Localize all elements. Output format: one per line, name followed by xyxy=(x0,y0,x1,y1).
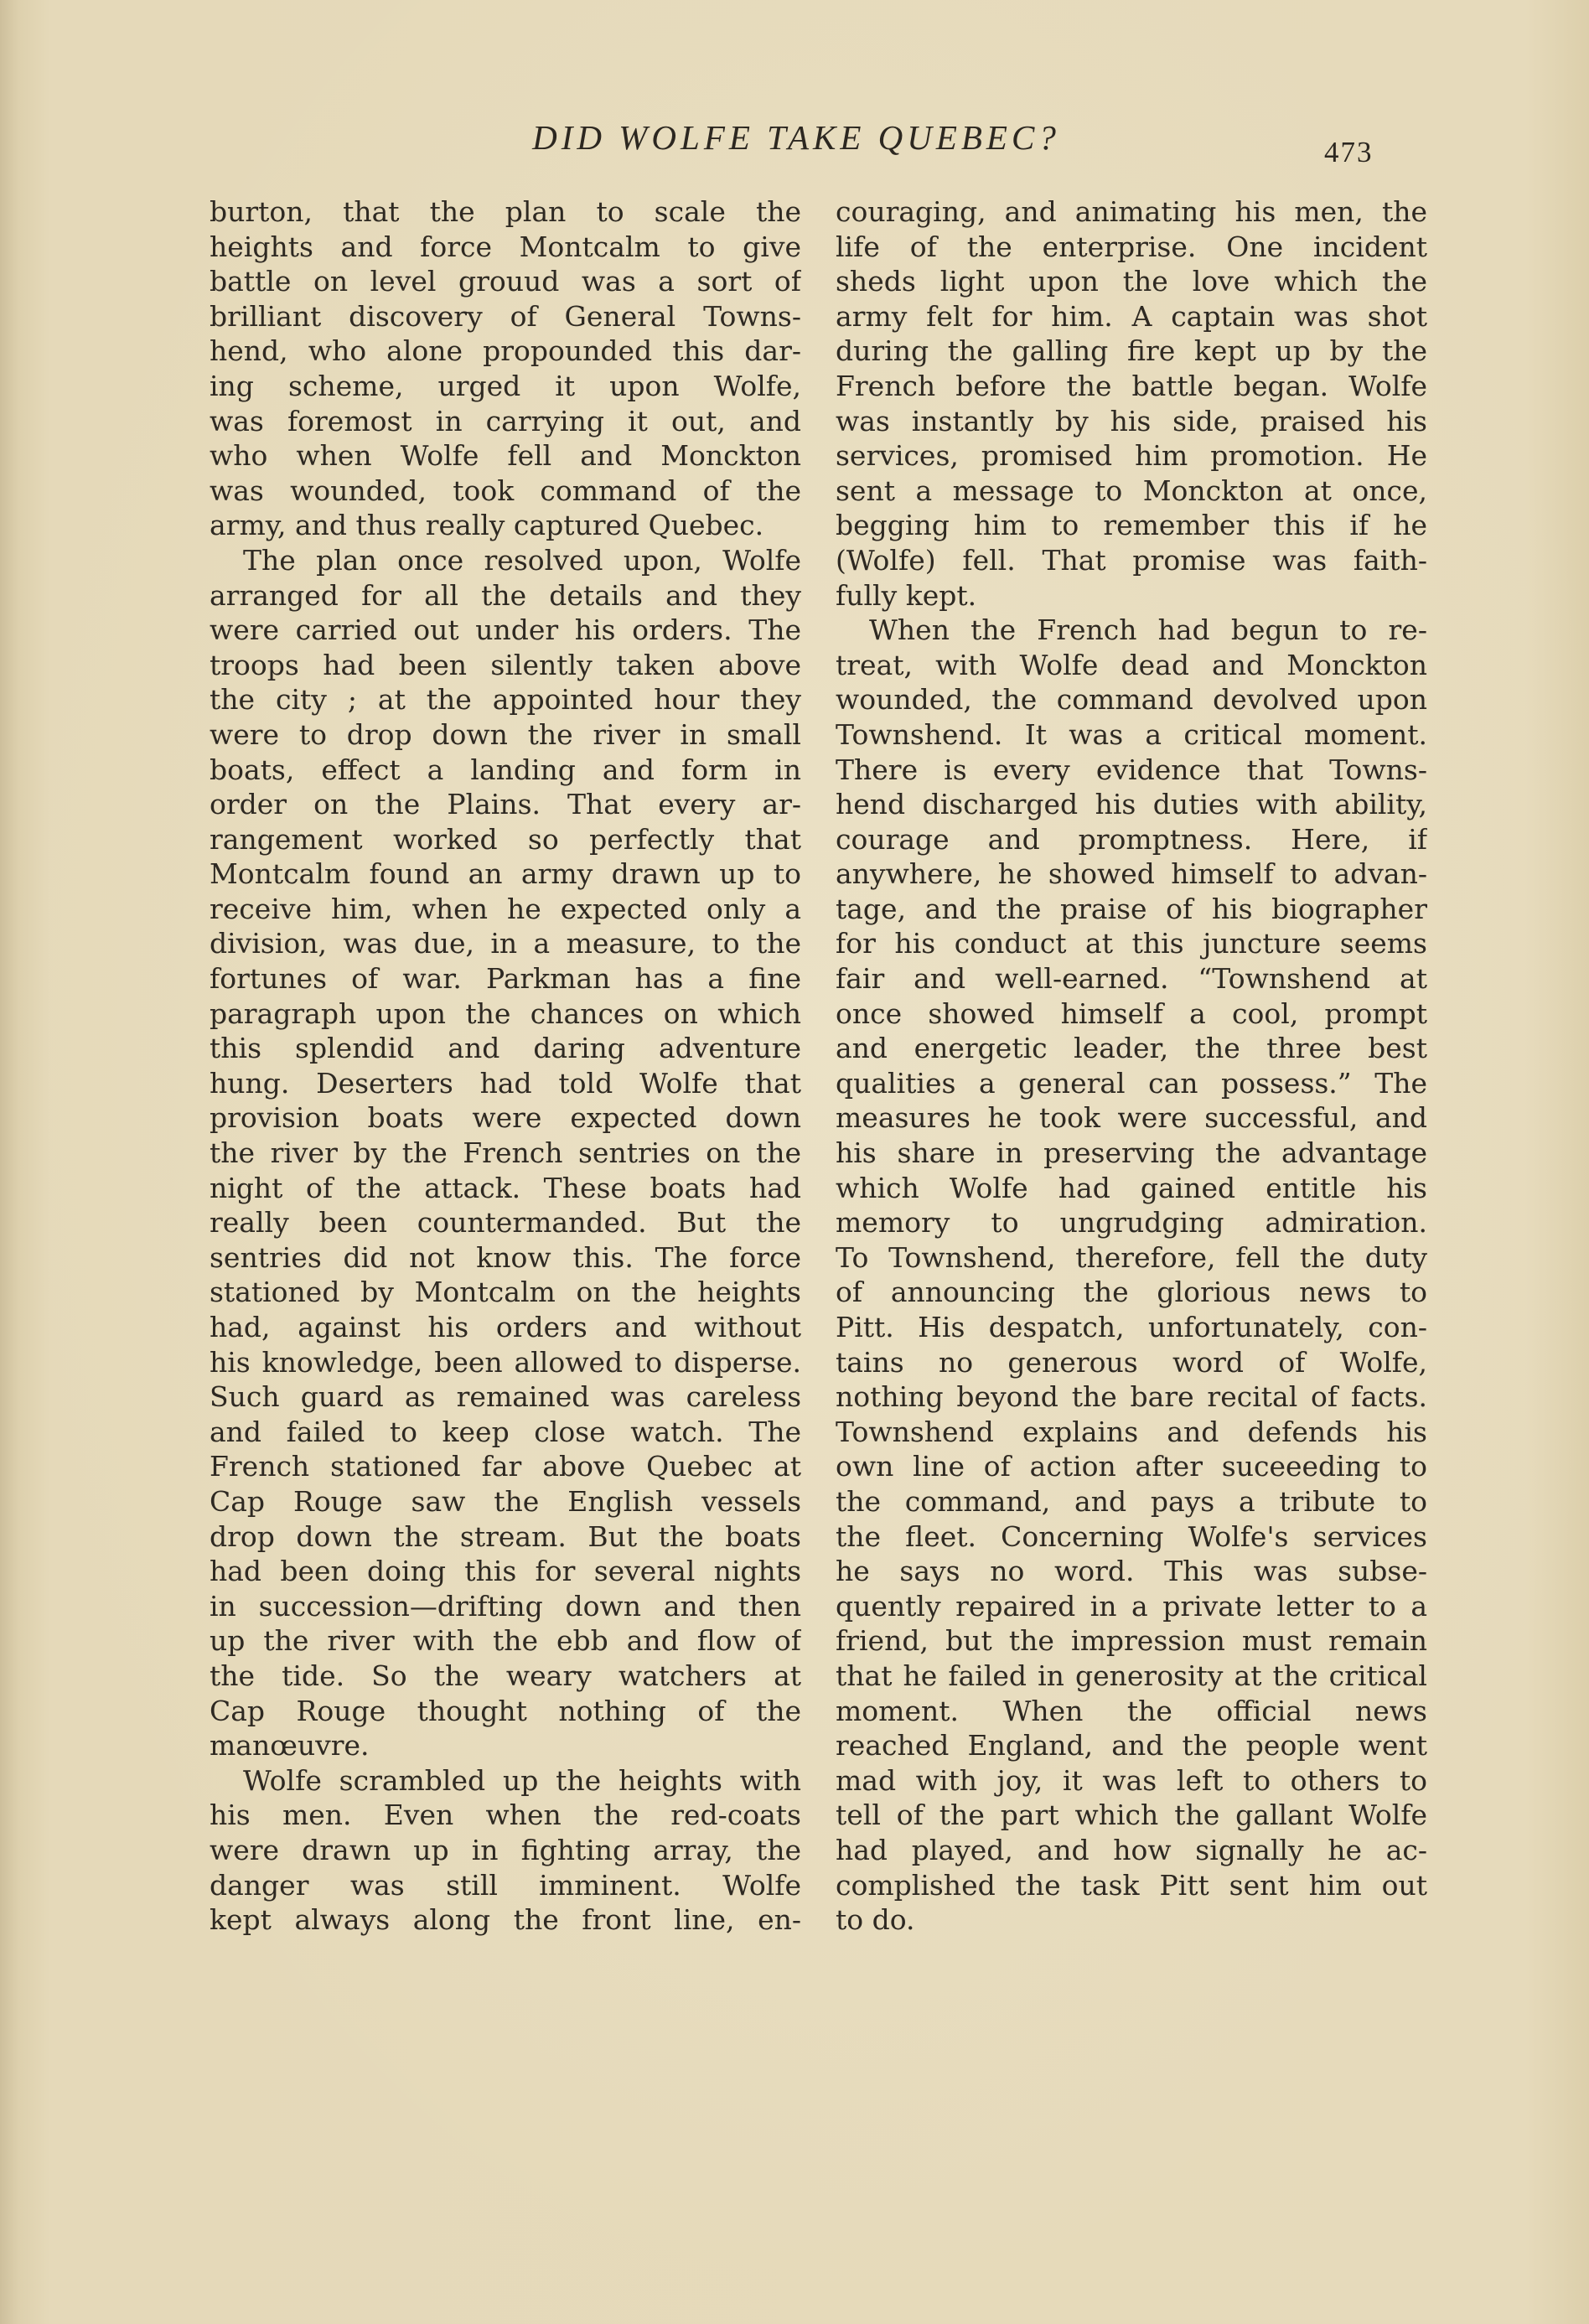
text-line: burton, that the plan to scale the xyxy=(210,195,801,228)
text-line: Montcalm found an army drawn up to xyxy=(210,857,801,891)
text-line: order on the Plains. That every ar- xyxy=(210,788,801,821)
text-line: in succession—drifting down and then xyxy=(210,1589,801,1623)
text-line: kept always along the front line, en- xyxy=(210,1903,801,1937)
text-line: his men. Even when the red-coats xyxy=(210,1799,801,1832)
text-line: was foremost in carrying it out, and xyxy=(210,404,801,437)
text-line: receive him, when he expected only a xyxy=(210,892,801,925)
text-line: army felt for him. A captain was shot xyxy=(836,299,1427,333)
text-line: qualities a general can possess.” The xyxy=(836,1066,1427,1100)
text-line: complished the task Pitt sent him out xyxy=(836,1868,1427,1902)
text-line: he says no word. This was subse- xyxy=(836,1555,1427,1588)
text-line: division, was due, in a measure, to the xyxy=(210,927,801,960)
text-line: had, against his orders and without xyxy=(210,1311,801,1343)
text-line: Townshend explains and defends his xyxy=(836,1415,1427,1448)
text-line: sent a message to Monckton at once, xyxy=(836,474,1427,507)
text-line: treat, with Wolfe dead and Monckton xyxy=(836,648,1427,681)
text-line: hend, who alone propounded this dar- xyxy=(210,334,801,368)
text-line: once showed himself a cool, prompt xyxy=(836,996,1427,1030)
text-line: begging him to remember this if he xyxy=(836,509,1427,542)
text-line: French stationed far above Quebec at xyxy=(210,1450,801,1483)
text-line: stationed by Montcalm on the heights xyxy=(210,1276,801,1309)
text-line: and energetic leader, the three best xyxy=(836,1032,1427,1065)
page-header xyxy=(0,117,1589,168)
text-line: Cap Rouge saw the English vessels xyxy=(210,1484,801,1518)
text-line: this splendid and daring adventure xyxy=(210,1032,801,1065)
text-line: arranged for all the details and they xyxy=(210,578,801,612)
text-line: sentries did not know this. The force xyxy=(210,1240,801,1274)
text-line: hung. Deserters had told Wolfe that xyxy=(210,1066,801,1100)
text-line: that he failed in generosity at the critical xyxy=(836,1659,1427,1692)
text-line: quently repaired in a private letter to a xyxy=(836,1589,1427,1623)
text-line: measures he took were successful, and xyxy=(836,1101,1427,1135)
text-line: Wolfe scrambled up the heights with xyxy=(243,1763,801,1797)
text-line: (Wolfe) fell. That promise was faith- xyxy=(836,543,1427,577)
text-line: hend discharged his duties with ability, xyxy=(836,788,1427,821)
text-line: tage, and the praise of his biographer xyxy=(836,892,1427,925)
text-line: night of the attack. These boats had xyxy=(210,1171,801,1204)
text-line: army, and thus really captured Quebec. xyxy=(210,509,764,542)
text-line: had been doing this for several nights xyxy=(210,1555,801,1588)
text-line: his knowledge, been allowed to disperse. xyxy=(210,1345,801,1379)
text-line: life of the enterprise. One incident xyxy=(836,230,1427,263)
text-line: sheds light upon the love which the xyxy=(836,265,1427,298)
text-line: the river by the French sentries on the xyxy=(210,1136,801,1170)
running-title: DID WOLFE TAKE QUEBEC? xyxy=(532,118,1060,157)
text-line: courage and promptness. Here, if xyxy=(836,822,1427,856)
text-line: the tide. So the weary watchers at xyxy=(210,1659,801,1692)
text-line: To Townshend, therefore, fell the duty xyxy=(836,1240,1427,1274)
text-line: the fleet. Concerning Wolfe's services xyxy=(836,1519,1427,1553)
text-line: had played, and how signally he ac- xyxy=(836,1833,1427,1866)
text-line: The plan once resolved upon, Wolfe xyxy=(243,543,801,577)
text-line: heights and force Montcalm to give xyxy=(210,230,801,263)
text-line: ing scheme, urged it upon Wolfe, xyxy=(210,369,801,402)
text-line: mad with joy, it was left to others to xyxy=(836,1763,1427,1797)
text-line: for his conduct at this juncture seems xyxy=(836,927,1427,960)
text-line: French before the battle began. Wolfe xyxy=(836,369,1427,402)
text-line: tains no generous word of Wolfe, xyxy=(836,1345,1427,1379)
text-line: wounded, the command devolved upon xyxy=(836,683,1427,717)
text-line: to do. xyxy=(836,1903,915,1937)
text-line: were carried out under his orders. The xyxy=(210,613,801,647)
text-line: and failed to keep close watch. The xyxy=(210,1415,801,1448)
text-line: Cap Rouge thought nothing of the xyxy=(210,1694,801,1727)
text-line: up the river with the ebb and flow of xyxy=(210,1624,801,1658)
text-line: friend, but the impression must remain xyxy=(836,1624,1427,1658)
text-line: his share in preserving the advantage xyxy=(836,1136,1427,1170)
text-line: troops had been silently taken above xyxy=(210,648,801,681)
text-line: during the galling fire kept up by the xyxy=(836,334,1427,368)
text-line: fortunes of war. Parkman has a fine xyxy=(210,962,801,996)
text-line: brilliant discovery of General Towns- xyxy=(210,299,801,333)
text-line: the city ; at the appointed hour they xyxy=(210,683,801,717)
text-line: fully kept. xyxy=(836,578,977,612)
text-line: was instantly by his side, praised his xyxy=(836,404,1427,437)
text-line: own line of action after suceeeding to xyxy=(836,1450,1427,1483)
text-line: memory to ungrudging admiration. xyxy=(836,1206,1427,1240)
text-line: paragraph upon the chances on which xyxy=(210,996,801,1030)
text-line: which Wolfe had gained entitle his xyxy=(836,1171,1427,1204)
text-line: battle on level grouud was a sort of xyxy=(210,265,801,298)
text-line: reached England, and the people went xyxy=(836,1729,1427,1762)
text-line: really been countermanded. But the xyxy=(210,1206,801,1240)
text-line: were to drop down the river in small xyxy=(210,717,801,751)
text-line: There is every evidence that Towns- xyxy=(836,753,1427,786)
text-line: tell of the part which the gallant Wolfe xyxy=(836,1799,1427,1832)
text-line: was wounded, took command of the xyxy=(210,474,801,507)
text-line: couraging, and animating his men, the xyxy=(836,195,1427,228)
left-text-column xyxy=(210,194,801,1938)
text-line: of announcing the glorious news to xyxy=(836,1276,1427,1309)
text-line: boats, effect a landing and form in xyxy=(210,753,801,786)
right-text-column xyxy=(836,194,1427,1938)
text-line: moment. When the official news xyxy=(836,1694,1427,1727)
text-line: drop down the stream. But the boats xyxy=(210,1519,801,1553)
text-line: rangement worked so perfectly that xyxy=(210,822,801,856)
text-line: nothing beyond the bare recital of facts. xyxy=(836,1380,1427,1414)
text-line: Townshend. It was a critical moment. xyxy=(836,717,1427,751)
text-line: anywhere, he showed himself to advan- xyxy=(836,857,1427,891)
text-line: who when Wolfe fell and Monckton xyxy=(210,439,801,473)
text-line: services, promised him promotion. He xyxy=(836,439,1427,473)
text-line: fair and well-earned. “Townshend at xyxy=(836,962,1427,996)
text-line: Pitt. His despatch, unfortunately, con- xyxy=(836,1311,1427,1343)
text-line: manœuvre. xyxy=(210,1729,370,1762)
text-line: Such guard as remained was careless xyxy=(210,1380,801,1414)
text-line: When the French had begun to re- xyxy=(869,613,1427,647)
text-line: provision boats were expected down xyxy=(210,1101,801,1135)
text-line: the command, and pays a tribute to xyxy=(836,1484,1427,1518)
text-line: were drawn up in fighting array, the xyxy=(210,1833,801,1866)
page-number: 473 xyxy=(1324,136,1374,168)
text-line: danger was still imminent. Wolfe xyxy=(210,1868,801,1902)
